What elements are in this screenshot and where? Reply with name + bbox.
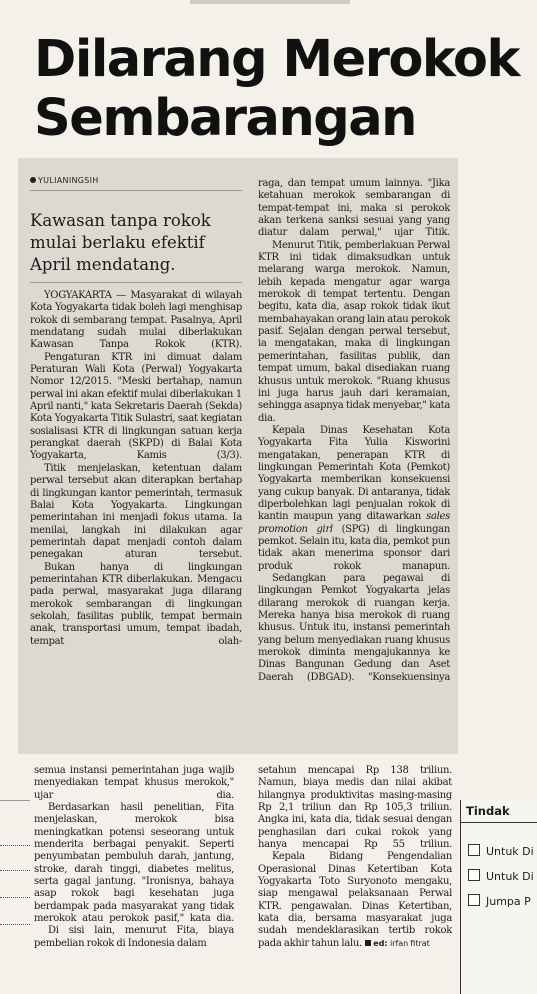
paragraph: Titik menjelaskan, ketentuan dalam perwal tersebut akan diterapkan bertahap di lingkungan kantor pemerintah, termasuk Balai Kota Yogyakarta. Lingkungan pemerintahan ini menjadi fokus utama. Ia menilai, langkah ini dilakukan agar pemerintah dapat menjadi contoh dalam penegakan aturan tersebut. xyxy=(30,462,242,561)
paragraph: raga, dan tempat umum lainnya. "Jika ketahuan merokok sembarangan di tempat-tempat ini, maka si perokok akan terkena sanksi sesuai yang yang diatur dalam perwal," ujar Titik. xyxy=(258,178,450,239)
dotted-line xyxy=(0,924,30,925)
byline-divider xyxy=(30,190,242,191)
option-label: Jumpa P xyxy=(486,895,531,908)
headline-line-2: Sembarangan xyxy=(34,89,416,148)
option-label: Untuk Di xyxy=(486,870,534,883)
paragraph: YOGYAKARTA — Masyarakat di wilayah Kota Yogyakarta tidak boleh lagi menghisap rokok di sembarang tempat. Pasalnya, April mendatang sudah mulai diberlakukan Kawasan Tanpa Rokok (KTR). xyxy=(30,290,242,351)
side-option-2[interactable] xyxy=(468,869,534,883)
checkbox-icon[interactable] xyxy=(468,869,480,881)
headline-line-1: Dilarang Merokok xyxy=(34,30,519,89)
paragraph xyxy=(258,851,452,950)
deck-line-2: mulai berlaku efektif xyxy=(30,233,205,252)
side-option-1[interactable] xyxy=(468,844,534,858)
side-form-heading: Tindak xyxy=(466,804,510,818)
bullet-icon xyxy=(30,177,36,183)
paragraph: Pengaturan KTR ini dimuat dalam Peraturan Wali Kota (Perwal) Yogyakarta Nomor 12/2015. "Meski bertahap, namun perwal ini akan efektif mulai diberlakukan 1 April nanti," kata Sekretaris Daerah (Sekda) Kota Yogyakarta Titik Sulastri, saat kegiatan sosialisasi KTR di lingkungan satuan kerja perangkat daerah (SKPD) di Balai Kota Yogyakarta, Kamis (3/3). xyxy=(30,351,242,462)
top-edge-mark xyxy=(190,0,350,4)
option-label: Untuk Di xyxy=(486,845,534,858)
paragraph: setahun mencapai Rp 138 triliun. Namun, biaya medis dan nilai akibat hilangnya produktivitas masing-masing Rp 2,1 triliun dan Rp 105,3 triliun. Angka ini, kata dia, tidak sesuai dengan penghasilan dari cukai rokok yang hanya mencapai Rp 55 triliun. xyxy=(258,765,452,851)
editor-signoff xyxy=(364,939,430,948)
italic-term: sales promotion girl xyxy=(258,511,450,535)
paragraph: Sedangkan para pegawai di lingkungan Pemkot Yogyakarta jelas dilarang merokok di ruangan kerja. Mereka hanya bisa merokok di ruang khusus. Untuk itu, instansi pemerintah yang belum menyediakan ruang khusus merokok diminta mengajukannya ke Dinas Bangunan Gedung dan Aset Daerah (DBGAD). "Konsekuensinya xyxy=(258,573,450,683)
paragraph-text: Kepala Bidang Pengendalian Operasional Dinas Ketertiban Kota Yogyakarta Toto Suryonoto mengaku, siap mengawal pelaksanaan Perwal KTR. pengawalan. Dinas Ketertiban, kata dia, bersama masyarakat juga sudah mendeklarasikan tertib rokok pada akhir tahun lalu. xyxy=(258,851,452,949)
checkbox-icon[interactable] xyxy=(468,894,480,906)
dotted-line xyxy=(0,845,30,846)
paragraph: Berdasarkan hasil penelitian, Fita menjelaskan, merokok bisa meningkatkan potensi seseorang untuk menderita berbagai penyakit. Seperti penyumbatan pembuluh darah, jantung, stroke, darah tinggi, diabetes melitus, serta gagal jantung. "Ironisnya, bahaya asap rokok bagi kesehatan juga berdampak pada masyarakat yang tidak merokok atau perokok pasif," kata dia. xyxy=(34,802,234,925)
deck xyxy=(30,210,240,276)
byline-author: YULIANINGSIH xyxy=(38,176,99,185)
deck-line-1: Kawasan tanpa rokok xyxy=(30,211,211,230)
paragraph: semua instansi pemerintahan juga wajib menyediakan tempat khusus merokok," ujar dia. xyxy=(34,765,234,801)
paragraph-text: Kepala Dinas Kesehatan Kota Yogyakarta Fita Yulia Kisworini mengatakan, penerapan KTR di lingkungan Pemerintah Kota (Pemkot) Yogyakarta memberikan konsekuensi yang cukup banyak. Di antaranya, tidak diperbolehkan lagi penjualan rokok di kantin maupun yang ditawarkan xyxy=(258,424,450,523)
left-edge-rule xyxy=(0,800,30,801)
headline xyxy=(34,30,534,148)
paragraph xyxy=(258,425,450,573)
side-form-divider xyxy=(461,822,537,823)
dotted-line xyxy=(0,870,30,871)
side-option-3[interactable] xyxy=(468,894,531,908)
editor-name: irfan fitrat xyxy=(389,938,430,948)
end-mark-icon xyxy=(365,940,371,946)
editor-label: ed: xyxy=(373,938,388,948)
paragraph: Di sisi lain, menurut Fita, biaya pembelian rokok di Indonesia dalam xyxy=(34,925,234,949)
deck-divider xyxy=(30,282,242,283)
column-1 xyxy=(30,290,242,648)
deck-line-3: April mendatang. xyxy=(30,255,176,274)
paragraph: Menurut Titik, pemberlakuan Perwal KTR ini tidak dimaksudkan untuk melarang warga merokok. Namun, lebih kepada mengatur agar warga merokok di tempat tertentu. Dengan begitu, kata dia, asap rokok tidak ikut membahayakan orang lain atau perokok pasif. Sejalan dengan perwal tersebut, ia mengatakan, maka di lingkungan pemerintahan, fasilitas publik, dan tempat umum, bakal disediakan ruang khusus untuk merokok. "Ruang khusus ini juga harus jauh dari keramaian, sehingga asapnya tidak menyebar," kata dia. xyxy=(258,239,450,424)
paragraph: Bukan hanya di lingkungan pemerintahan KTR diberlakukan. Mengacu pada perwal, masyarakat juga dilarang merokok sembarangan di lingkungan sekolah, fasilitas publik, tempat bermain anak, transportasi umum, tempat ibadah, tempat olah- xyxy=(30,561,242,647)
column-2 xyxy=(258,178,450,684)
checkbox-icon[interactable] xyxy=(468,844,480,856)
column-4 xyxy=(258,765,452,950)
byline xyxy=(30,176,99,185)
dotted-line xyxy=(0,897,30,898)
paragraph-text: (SPG) di lingkungan pemkot. Selain itu, kata dia, pemkot pun tidak akan menerima sponsor dari produk rokok manapun. xyxy=(258,523,450,572)
column-3 xyxy=(34,765,234,950)
